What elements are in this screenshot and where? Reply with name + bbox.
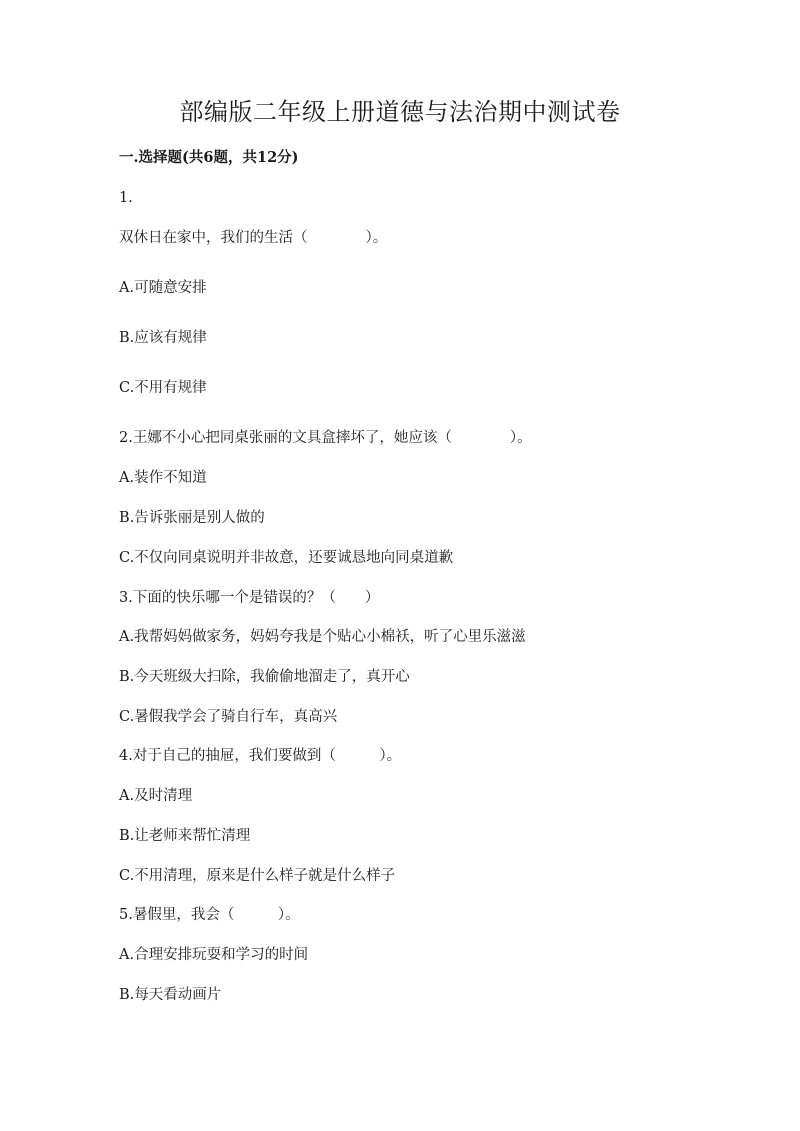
question-2-option-b: B.告诉张丽是别人做的 xyxy=(119,510,265,526)
section-heading: 一.选择题(共6题，共12分) xyxy=(119,149,299,166)
question-1-number: 1. xyxy=(119,190,133,206)
question-5-stem: 5.暑假里，我会（ ）。 xyxy=(119,907,300,923)
question-3-option-a: A.我帮妈妈做家务，妈妈夸我是个贴心小棉袄，听了心里乐滋滋 xyxy=(119,629,526,645)
question-3-stem: 3.下面的快乐哪一个是错误的？（ ） xyxy=(119,590,380,606)
question-3-option-c: C.暑假我学会了骑自行车，真高兴 xyxy=(119,709,338,725)
question-5-option-b: B.每天看动画片 xyxy=(119,987,222,1003)
question-1-option-a: A.可随意安排 xyxy=(119,280,207,296)
question-4-option-c: C.不用清理，原来是什么样子就是什么样子 xyxy=(119,868,396,884)
question-2-option-a: A.装作不知道 xyxy=(119,470,207,486)
question-2-stem: 2.王娜不小心把同桌张丽的文具盒摔坏了，她应该（ ）。 xyxy=(119,430,532,446)
question-4-option-b: B.让老师来帮忙清理 xyxy=(119,828,251,844)
question-1-option-b: B.应该有规律 xyxy=(119,330,207,346)
page-title: 部编版二年级上册道德与法治期中测试卷 xyxy=(179,98,621,126)
question-2-option-c: C.不仅向同桌说明并非故意，还要诚恳地向同桌道歉 xyxy=(119,550,454,566)
question-3-option-b: B.今天班级大扫除，我偷偷地溜走了，真开心 xyxy=(119,669,410,685)
question-5-option-a: A.合理安排玩耍和学习的时间 xyxy=(119,947,309,963)
question-4-stem: 4.对于自己的抽屉，我们要做到（ ）。 xyxy=(119,748,402,764)
question-1-option-c: C.不用有规律 xyxy=(119,380,207,396)
question-1-stem: 双休日在家中，我们的生活（ ）。 xyxy=(119,230,388,246)
question-4-option-a: A.及时清理 xyxy=(119,788,193,804)
